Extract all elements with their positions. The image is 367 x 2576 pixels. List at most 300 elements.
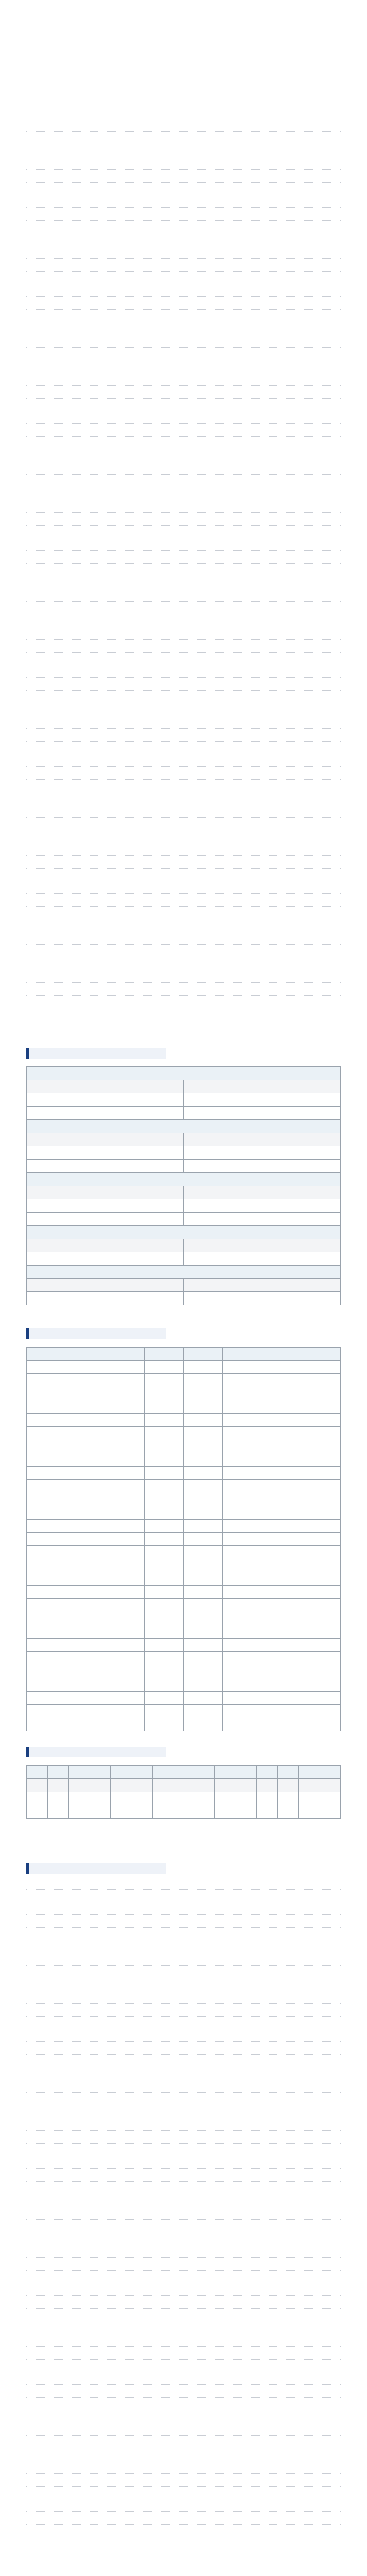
table-cell	[223, 1361, 262, 1374]
table-cell	[105, 1480, 145, 1493]
table-cell	[105, 1133, 184, 1146]
table-cell	[223, 1440, 262, 1453]
table-cell	[278, 1792, 298, 1805]
table-cell	[105, 1440, 145, 1453]
table-cell	[262, 1493, 301, 1506]
table-cell	[66, 1639, 105, 1652]
text-line	[26, 2491, 341, 2499]
table-cell	[262, 1427, 301, 1440]
table-cell	[184, 1213, 262, 1226]
text-line	[26, 340, 341, 348]
text-line	[26, 886, 341, 894]
section-heading	[26, 1747, 166, 1757]
table-cell	[262, 1546, 301, 1559]
text-line	[26, 2415, 341, 2423]
table-cell	[262, 1506, 301, 1520]
table-cell	[184, 1348, 223, 1361]
table-cell	[145, 1427, 184, 1440]
table-cell	[262, 1453, 301, 1467]
table-cell	[236, 1766, 256, 1779]
text-line	[26, 480, 341, 487]
text-line	[26, 1907, 341, 1915]
table-cell	[66, 1625, 105, 1639]
text-line	[26, 2326, 341, 2334]
review-litigation-table	[26, 1765, 341, 1819]
table-cell	[215, 1766, 236, 1779]
table-cell	[66, 1480, 105, 1493]
text-line	[26, 2250, 341, 2258]
text-line	[26, 950, 341, 957]
table-cell	[27, 1348, 66, 1361]
table-cell	[27, 1239, 105, 1252]
text-line	[26, 251, 341, 259]
table-cell	[184, 1572, 223, 1586]
table-cell	[152, 1766, 173, 1779]
table-cell	[105, 1692, 145, 1705]
table-cell	[223, 1453, 262, 1467]
table-cell	[105, 1213, 184, 1226]
table-cell	[152, 1779, 173, 1792]
table-cell	[66, 1559, 105, 1572]
table-cell	[236, 1779, 256, 1792]
table-cell	[27, 1146, 105, 1160]
table-cell	[301, 1520, 341, 1533]
table-cell	[223, 1533, 262, 1546]
table-cell	[301, 1718, 341, 1731]
table-cell	[223, 1467, 262, 1480]
table-cell	[27, 1493, 66, 1506]
table-cell	[301, 1400, 341, 1414]
table-cell	[262, 1559, 301, 1572]
table-cell	[66, 1665, 105, 1678]
table-cell	[105, 1093, 184, 1107]
table-cell	[184, 1239, 262, 1252]
table-cell	[27, 1279, 105, 1292]
table-cell	[223, 1348, 262, 1361]
table-cell	[145, 1599, 184, 1612]
table-cell	[184, 1506, 223, 1520]
table-cell	[27, 1639, 66, 1652]
text-line	[26, 530, 341, 538]
text-line	[26, 505, 341, 513]
table-cell	[184, 1252, 262, 1266]
table-cell	[110, 1792, 131, 1805]
table-cell	[27, 1692, 66, 1705]
table-cell	[236, 1792, 256, 1805]
text-line	[26, 2212, 341, 2220]
table-cell	[27, 1612, 66, 1625]
table-cell	[262, 1705, 301, 1718]
table-cell	[298, 1766, 319, 1779]
text-line	[26, 645, 341, 653]
table-cell	[145, 1533, 184, 1546]
table-cell	[256, 1779, 277, 1792]
text-line	[26, 518, 341, 526]
text-line	[26, 2466, 341, 2474]
table-cell	[278, 1779, 298, 1792]
table-cell	[223, 1625, 262, 1639]
table-cell	[278, 1766, 298, 1779]
text-line	[26, 543, 341, 551]
closing-text-block	[26, 1882, 341, 2555]
table-cell	[301, 1705, 341, 1718]
table-cell	[66, 1599, 105, 1612]
text-line	[26, 2136, 341, 2144]
table-cell	[27, 1199, 105, 1213]
text-line	[26, 937, 341, 945]
table-cell	[215, 1792, 236, 1805]
text-line	[26, 835, 341, 843]
table-cell	[262, 1292, 341, 1305]
table-cell	[184, 1480, 223, 1493]
table-cell	[27, 1546, 66, 1559]
text-line	[26, 187, 341, 195]
text-line	[26, 2186, 341, 2194]
table-cell	[319, 1805, 341, 1819]
table-cell	[105, 1639, 145, 1652]
table-cell	[145, 1440, 184, 1453]
text-line	[26, 1932, 341, 1940]
table-cell	[301, 1387, 341, 1400]
table-cell	[105, 1361, 145, 1374]
table-cell	[145, 1361, 184, 1374]
table-cell	[184, 1374, 223, 1387]
text-line	[26, 2453, 341, 2461]
table-cell	[223, 1612, 262, 1625]
table-cell	[27, 1252, 105, 1266]
text-line	[26, 2148, 341, 2156]
table-cell	[27, 1186, 105, 1199]
table-cell	[223, 1427, 262, 1440]
table-cell	[27, 1559, 66, 1572]
table-cell	[262, 1625, 301, 1639]
table-cell	[262, 1414, 301, 1427]
text-line	[26, 848, 341, 856]
table-cell	[184, 1692, 223, 1705]
intro-text-block	[26, 111, 341, 1000]
text-line	[26, 2085, 341, 2093]
table-cell	[27, 1766, 48, 1779]
table-cell	[262, 1107, 341, 1120]
text-line	[26, 873, 341, 881]
table-cell	[66, 1387, 105, 1400]
table-cell	[89, 1766, 110, 1779]
text-line	[26, 2517, 341, 2525]
table-cell	[184, 1093, 262, 1107]
text-line	[26, 632, 341, 640]
table-cell	[262, 1146, 341, 1160]
table-cell	[184, 1612, 223, 1625]
table-cell	[105, 1107, 184, 1120]
table-cell	[301, 1506, 341, 1520]
text-line	[26, 2199, 341, 2207]
table-cell	[110, 1779, 131, 1792]
text-line	[26, 2313, 341, 2321]
table-cell	[145, 1400, 184, 1414]
text-line	[26, 2098, 341, 2105]
text-line	[26, 2059, 341, 2067]
table-cell	[262, 1612, 301, 1625]
text-line	[26, 861, 341, 869]
text-line	[26, 962, 341, 970]
text-line	[26, 1983, 341, 1991]
table-cell	[105, 1400, 145, 1414]
text-line	[26, 2174, 341, 2182]
table-cell	[48, 1792, 68, 1805]
table-cell	[105, 1199, 184, 1213]
table-cell	[27, 1213, 105, 1226]
table-cell	[301, 1361, 341, 1374]
table-cell	[105, 1387, 145, 1400]
text-line	[26, 2542, 341, 2550]
table-cell	[262, 1348, 301, 1361]
text-line	[26, 314, 341, 322]
table-cell	[262, 1279, 341, 1292]
table-cell	[27, 1414, 66, 1427]
text-line	[26, 2110, 341, 2118]
table-cell	[105, 1665, 145, 1678]
table-cell	[27, 1520, 66, 1533]
table-cell	[301, 1427, 341, 1440]
text-line	[26, 2390, 341, 2398]
text-line	[26, 924, 341, 932]
text-line	[26, 200, 341, 208]
table-cell	[145, 1348, 184, 1361]
table-cell	[173, 1792, 194, 1805]
table-cell	[66, 1572, 105, 1586]
table-cell	[27, 1093, 105, 1107]
table-cell	[66, 1453, 105, 1467]
table-cell	[194, 1792, 214, 1805]
table-cell	[262, 1374, 301, 1387]
text-line	[26, 1958, 341, 1966]
table-cell	[66, 1400, 105, 1414]
table-cell	[145, 1414, 184, 1427]
table-cell	[184, 1559, 223, 1572]
table-cell	[105, 1705, 145, 1718]
table-cell	[173, 1766, 194, 1779]
table-cell	[184, 1639, 223, 1652]
table-cell	[184, 1279, 262, 1292]
table-cell	[262, 1361, 301, 1374]
table-cell	[105, 1374, 145, 1387]
table-cell	[66, 1427, 105, 1440]
table-cell	[105, 1279, 184, 1292]
table-cell	[27, 1080, 105, 1093]
text-line	[26, 2237, 341, 2245]
table-cell	[105, 1467, 145, 1480]
table-cell	[301, 1440, 341, 1453]
table-cell	[105, 1252, 184, 1266]
text-line	[26, 683, 341, 691]
table-cell	[262, 1586, 301, 1599]
table-cell	[184, 1453, 223, 1467]
table-cell	[301, 1559, 341, 1572]
table-cell	[27, 1387, 66, 1400]
table-cell	[27, 1467, 66, 1480]
section-heading	[26, 1048, 166, 1059]
table-cell	[27, 1705, 66, 1718]
text-line	[26, 2301, 341, 2309]
section-heading	[26, 1863, 166, 1874]
text-line	[26, 2402, 341, 2410]
table-cell	[262, 1133, 341, 1146]
text-line	[26, 1894, 341, 1902]
text-line	[26, 594, 341, 602]
table-cell	[105, 1546, 145, 1559]
table-cell	[27, 1480, 66, 1493]
text-line	[26, 797, 341, 805]
text-line	[26, 2288, 341, 2296]
table-cell	[278, 1805, 298, 1819]
table-cell	[27, 1173, 341, 1186]
table-cell	[184, 1080, 262, 1093]
table-cell	[301, 1692, 341, 1705]
text-line	[26, 124, 341, 132]
table-cell	[184, 1599, 223, 1612]
applications-table	[26, 1347, 341, 1731]
table-cell	[145, 1652, 184, 1665]
public-info-table	[26, 1066, 341, 1305]
table-cell	[301, 1599, 341, 1612]
table-cell	[27, 1120, 341, 1133]
table-cell	[27, 1678, 66, 1692]
table-cell	[262, 1160, 341, 1173]
table-cell	[256, 1792, 277, 1805]
table-cell	[27, 1361, 66, 1374]
table-cell	[215, 1805, 236, 1819]
text-line	[26, 2352, 341, 2360]
table-cell	[262, 1718, 301, 1731]
table-cell	[145, 1559, 184, 1572]
table-cell	[105, 1520, 145, 1533]
text-line	[26, 2047, 341, 2055]
table-cell	[27, 1292, 105, 1305]
table-cell	[27, 1067, 341, 1080]
table-cell	[184, 1440, 223, 1453]
table-cell	[27, 1266, 341, 1279]
table-cell	[184, 1718, 223, 1731]
table-cell	[262, 1186, 341, 1199]
table-cell	[105, 1625, 145, 1639]
text-line	[26, 467, 341, 475]
table-cell	[105, 1599, 145, 1612]
table-cell	[27, 1718, 66, 1731]
table-cell	[145, 1374, 184, 1387]
table-cell	[223, 1705, 262, 1718]
text-line	[26, 2072, 341, 2080]
table-cell	[66, 1546, 105, 1559]
table-cell	[105, 1678, 145, 1692]
table-cell	[105, 1186, 184, 1199]
table-cell	[262, 1387, 301, 1400]
text-line	[26, 492, 341, 500]
text-line	[26, 378, 341, 386]
table-cell	[184, 1146, 262, 1160]
text-line	[26, 2263, 341, 2271]
table-cell	[68, 1805, 89, 1819]
table-cell	[27, 1107, 105, 1120]
table-cell	[145, 1493, 184, 1506]
text-line	[26, 734, 341, 742]
table-cell	[27, 1226, 341, 1239]
text-line	[26, 619, 341, 627]
table-cell	[301, 1467, 341, 1480]
table-cell	[145, 1520, 184, 1533]
text-line	[26, 695, 341, 703]
table-cell	[27, 1779, 48, 1792]
text-line	[26, 149, 341, 157]
table-cell	[301, 1533, 341, 1546]
text-line	[26, 264, 341, 272]
text-line	[26, 911, 341, 919]
table-cell	[223, 1414, 262, 1427]
table-cell	[256, 1805, 277, 1819]
text-line	[26, 2428, 341, 2436]
table-cell	[223, 1520, 262, 1533]
table-cell	[145, 1453, 184, 1467]
table-cell	[27, 1133, 105, 1146]
table-cell	[262, 1572, 301, 1586]
table-cell	[89, 1792, 110, 1805]
table-cell	[262, 1665, 301, 1678]
table-cell	[298, 1805, 319, 1819]
table-cell	[105, 1572, 145, 1586]
table-cell	[89, 1779, 110, 1792]
table-cell	[145, 1546, 184, 1559]
table-cell	[145, 1480, 184, 1493]
table-cell	[319, 1792, 341, 1805]
table-cell	[66, 1506, 105, 1520]
table-cell	[105, 1506, 145, 1520]
text-line	[26, 670, 341, 678]
table-cell	[184, 1586, 223, 1599]
text-line	[26, 1996, 341, 2004]
text-line	[26, 352, 341, 360]
table-cell	[27, 1506, 66, 1520]
table-cell	[184, 1546, 223, 1559]
table-cell	[184, 1705, 223, 1718]
table-cell	[262, 1400, 301, 1414]
table-cell	[66, 1348, 105, 1361]
table-cell	[66, 1586, 105, 1599]
table-cell	[110, 1805, 131, 1819]
table-cell	[27, 1665, 66, 1678]
text-line	[26, 111, 341, 119]
text-line	[26, 2161, 341, 2169]
text-line	[26, 708, 341, 716]
table-cell	[27, 1625, 66, 1639]
table-cell	[301, 1612, 341, 1625]
text-line	[26, 2275, 341, 2283]
table-cell	[145, 1467, 184, 1480]
table-cell	[301, 1639, 341, 1652]
text-line	[26, 1971, 341, 1978]
table-cell	[105, 1453, 145, 1467]
table-cell	[194, 1805, 214, 1819]
table-cell	[301, 1414, 341, 1427]
table-cell	[105, 1612, 145, 1625]
text-line	[26, 327, 341, 335]
table-cell	[145, 1387, 184, 1400]
text-line	[26, 784, 341, 792]
table-cell	[301, 1348, 341, 1361]
text-line	[26, 1882, 341, 1890]
table-cell	[301, 1625, 341, 1639]
text-line	[26, 2377, 341, 2385]
text-line	[26, 2021, 341, 2029]
table-cell	[301, 1493, 341, 1506]
